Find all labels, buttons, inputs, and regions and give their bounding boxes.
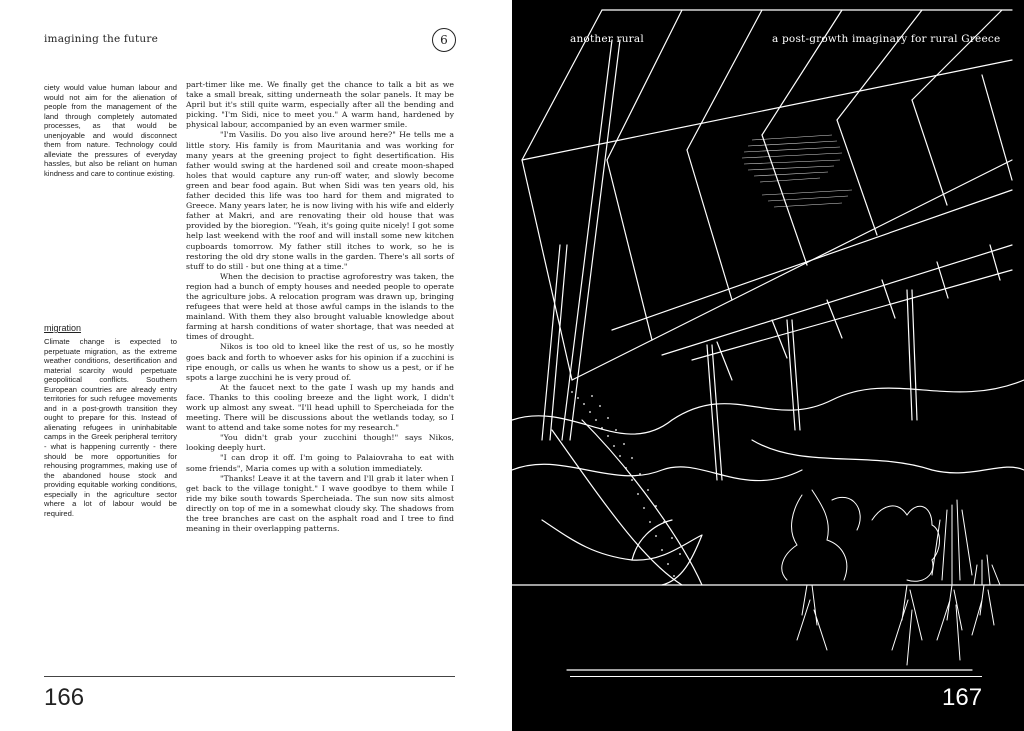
paragraph: Nikos is too old to kneel like the rest of us, so he mostly goes back and forth to whoever asks for his opinion if a zucchini is ripe enough, or calls us when he wants to show us a pest, or if he spots a large zucchini he is very proud of. <box>186 342 454 382</box>
right-page <box>512 0 1024 731</box>
main-text-column <box>186 80 454 534</box>
paragraph: "You didn't grab your zucchini though!" says Nikos, looking deeply hurt. <box>186 433 454 453</box>
sidebar-heading-migration: migration <box>44 323 82 333</box>
paragraph: At the faucet next to the gate I wash up my hands and face. Thanks to this cooling breeze and the light work, I didn't work up almost any sweat. "I'll head uphill to Spercheiada for the meeting. There will be discussions about the wetlands today, so I want to attend and take some notes for my research." <box>186 382 454 433</box>
footer-rule-right <box>570 676 982 677</box>
sidebar-intro-text: ciety would value human labour and would not aim for the alienation of people from the management of the land through completely automated processes, as that would be unenjoyable and would disconnect them from nature. Technology could alleviate the pressures of everyday hassles, but also be reliant on human kindness and care to continue existing. <box>44 83 177 178</box>
agrivoltaic-illustration-icon <box>512 0 1024 731</box>
paragraph: "Thanks! Leave it at the tavern and I'll grab it later when I get back to the village tonight." I wave goodbye to them while I ride my bike south towards Spercheiada. The sun now sits almost directly on top of me in a somewhat cloudy sky. The shadows from the tree branches are cast on the asphalt road and I tree to find meaning in their overlapping patterns. <box>186 473 454 534</box>
page-number-left: 166 <box>44 684 85 711</box>
running-head-right-left: another rural <box>570 33 644 45</box>
running-head-left: imagining the future <box>44 33 158 45</box>
footer-rule-left <box>44 676 455 677</box>
paragraph: When the decision to practise agroforestry was taken, the region had a bunch of empty houses and needed people to operate the agriculture jobs. A relocation program was drawn up, bringing refugees that were held at those awful camps in the islands to the mainland. With them they also brought valuable knowledge about farming at harsh conditions of water shortage, that was needed at times of drought. <box>186 271 454 342</box>
paragraph: "I'm Vasilis. Do you also live around here?" He tells me a little story. His family is from Mauritania and was working for many years at the greening project to fight desertification. His father would swing at the hardened soil and create moon-shaped holes that would capture any run-off water, and slowly become green and bear food again. But when Sidi was ten years old, his father decided this life was too hard for them and migrated to Greece. Many years later, he is now living with his wife and elderly father at Makri, and are renovating their old house that was provided by the bioregion. "Yeah, it's going quite nicely! I got some help last weekend with the roof and will install some new kitchen cupboards tomorrow. My father still itches to work, so he is restoring the old dry stone walls in the garden. There's all sorts of stuff to do still - but one thing at a time." <box>186 130 454 271</box>
sidebar-migration-text: Climate change is expected to perpetuate migration, as the extreme weather conditions, desertification and material scarcity would perpetuate geopolitical conflicts. Southern European countries are already entry territories for such refugee movements and in a post-growth transition they ought to prepare for this. Instead of alienating refugees in uninhabitable camps in the Greek peripheral territory - what is happening currently - there should be more opportunities for rehousing programmes, making use of the abandoned house stock and providing equitable working conditions, especially in the agriculture sector where a lot of labour would be required. <box>44 337 177 518</box>
paragraph: part-timer like me. We finally get the chance to talk a bit as we take a small break, sitting underneath the solar panels. It may be April but it's still quite warm, especially after all the bending and picking. "I'm Sidi, nice to meet you." A warm hand, hardened by physical labour, accompanied by an even warmer smile. <box>186 80 454 130</box>
paragraph: "I can drop it off. I'm going to Palaiovraha to eat with some friends", Maria comes up with a solution immediately. <box>186 453 454 473</box>
chapter-number-badge: 6 <box>432 28 456 52</box>
running-head-right-right: a post-growth imaginary for rural Greece <box>772 33 1001 45</box>
page-number-right: 167 <box>942 684 983 711</box>
